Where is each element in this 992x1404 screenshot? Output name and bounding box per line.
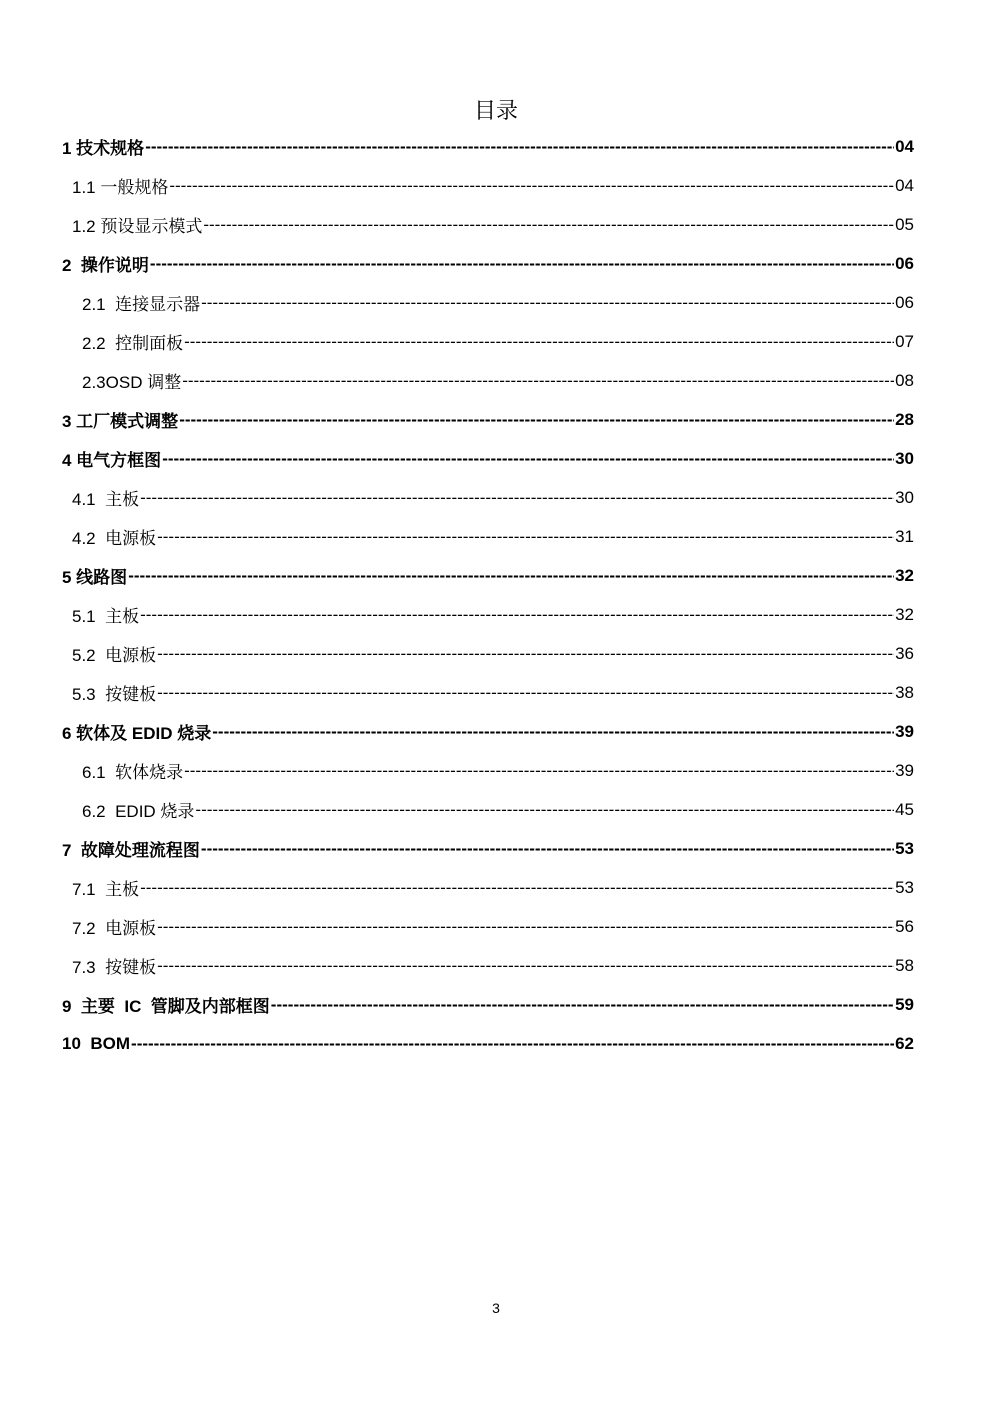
toc-entry-label: 7.1 主板 <box>72 880 140 899</box>
toc-section-entry[interactable] <box>62 595 914 634</box>
toc-dot-leader <box>184 761 894 781</box>
toc-entry-label: 5 线路图 <box>62 568 128 587</box>
toc-entry-page-number: 07 <box>895 331 914 351</box>
toc-dot-leader <box>128 566 894 586</box>
toc-dot-leader <box>150 254 894 274</box>
toc-entry-label: 4.2 电源板 <box>72 529 157 548</box>
toc-dot-leader <box>271 995 894 1015</box>
toc-dot-leader <box>212 722 894 742</box>
toc-entry-page-number: 04 <box>895 136 914 156</box>
toc-entry-page-number: 28 <box>895 409 914 429</box>
toc-entry-label: 1.2 预设显示模式 <box>72 217 203 236</box>
toc-entry-page-number: 53 <box>895 838 914 858</box>
toc-entry-page-number: 04 <box>895 175 914 195</box>
toc-dot-leader <box>157 956 894 976</box>
toc-dot-leader <box>145 137 894 157</box>
toc-dot-leader <box>179 410 894 430</box>
toc-chapter-entry[interactable] <box>62 400 914 439</box>
toc-dot-leader <box>157 683 894 703</box>
toc-entry-label: 6 软体及 EDID 烧录 <box>62 724 212 743</box>
toc-chapter-entry[interactable] <box>62 127 914 166</box>
toc-section-entry[interactable] <box>62 946 914 985</box>
toc-chapter-entry[interactable] <box>62 244 914 283</box>
toc-section-entry[interactable] <box>62 205 914 244</box>
toc-entry-label: 6.1 软体烧录 <box>82 763 184 782</box>
toc-section-entry[interactable] <box>62 478 914 517</box>
toc-dot-leader <box>131 1034 894 1054</box>
toc-entry-page-number: 08 <box>895 370 914 390</box>
toc-dot-leader <box>162 449 894 469</box>
toc-dot-leader <box>201 839 894 859</box>
toc-entry-page-number: 59 <box>895 994 914 1014</box>
toc-entry-label: 2.3OSD 调整 <box>82 373 182 392</box>
toc-entry-page-number: 38 <box>895 682 914 702</box>
toc-entry-page-number: 06 <box>895 253 914 273</box>
toc-dot-leader <box>169 176 894 196</box>
toc-dot-leader <box>182 371 894 391</box>
toc-entry-page-number: 32 <box>895 565 914 585</box>
toc-chapter-entry[interactable] <box>62 1024 914 1063</box>
toc-entry-label: 5.1 主板 <box>72 607 140 626</box>
toc-chapter-entry[interactable] <box>62 985 914 1024</box>
page-number: 3 <box>492 1300 500 1316</box>
toc-entry-label: 2.2 控制面板 <box>82 334 184 353</box>
toc-entry-page-number: 06 <box>895 292 914 312</box>
toc-entry-page-number: 36 <box>895 643 914 663</box>
toc-entry-label: 9 主要 IC 管脚及内部框图 <box>62 997 270 1016</box>
toc-section-entry[interactable] <box>62 634 914 673</box>
toc-entry-label: 4.1 主板 <box>72 490 140 509</box>
toc-section-entry[interactable] <box>62 868 914 907</box>
toc-entry-label: 3 工厂模式调整 <box>62 412 179 431</box>
toc-section-entry[interactable] <box>62 790 914 829</box>
toc-section-entry[interactable] <box>62 166 914 205</box>
toc-entry-page-number: 62 <box>895 1033 914 1053</box>
toc-entry-label: 7.2 电源板 <box>72 919 157 938</box>
toc-section-entry[interactable] <box>62 517 914 556</box>
toc-entry-label: 10 BOM <box>62 1033 131 1053</box>
toc-entry-page-number: 30 <box>895 448 914 468</box>
toc-entry-page-number: 39 <box>895 760 914 780</box>
toc-entry-page-number: 32 <box>895 604 914 624</box>
toc-chapter-entry[interactable] <box>62 829 914 868</box>
toc-entry-label: 7.3 按键板 <box>72 958 157 977</box>
toc-entry-label: 5.3 按键板 <box>72 685 157 704</box>
toc-entry-page-number: 58 <box>895 955 914 975</box>
toc-entry-label: 6.2 EDID 烧录 <box>82 802 195 821</box>
toc-dot-leader <box>157 527 894 547</box>
toc-section-entry[interactable] <box>62 673 914 712</box>
toc-dot-leader <box>184 332 894 352</box>
toc-section-entry[interactable] <box>62 751 914 790</box>
toc-chapter-entry[interactable] <box>62 712 914 751</box>
toc-dot-leader <box>140 878 894 898</box>
toc-entry-label: 2 操作说明 <box>62 256 149 275</box>
toc-dot-leader <box>157 644 894 664</box>
toc-section-entry[interactable] <box>62 322 914 361</box>
page-title: 目录 <box>473 99 518 124</box>
toc-entry-page-number: 31 <box>895 526 914 546</box>
toc-entry-label: 4 电气方框图 <box>62 451 162 470</box>
toc-entry-label: 1.1 一般规格 <box>72 178 169 197</box>
toc-dot-leader <box>140 605 894 625</box>
toc-entry-page-number: 53 <box>895 877 914 897</box>
toc-dot-leader <box>140 488 894 508</box>
table-of-contents <box>62 127 914 1063</box>
toc-entry-page-number: 39 <box>895 721 914 741</box>
toc-dot-leader <box>195 800 894 820</box>
toc-entry-page-number: 56 <box>895 916 914 936</box>
toc-entry-page-number: 05 <box>895 214 914 234</box>
toc-entry-label: 1 技术规格 <box>62 139 145 158</box>
toc-entry-page-number: 45 <box>895 799 914 819</box>
toc-chapter-entry[interactable] <box>62 556 914 595</box>
toc-entry-label: 5.2 电源板 <box>72 646 157 665</box>
toc-section-entry[interactable] <box>62 907 914 946</box>
toc-dot-leader <box>203 215 894 235</box>
toc-chapter-entry[interactable] <box>62 439 914 478</box>
toc-entry-label: 7 故障处理流程图 <box>62 841 200 860</box>
toc-dot-leader <box>201 293 894 313</box>
toc-entry-label: 2.1 连接显示器 <box>82 295 201 314</box>
toc-entry-page-number: 30 <box>895 487 914 507</box>
toc-dot-leader <box>157 917 894 937</box>
toc-section-entry[interactable] <box>62 283 914 322</box>
toc-section-entry[interactable] <box>62 361 914 400</box>
